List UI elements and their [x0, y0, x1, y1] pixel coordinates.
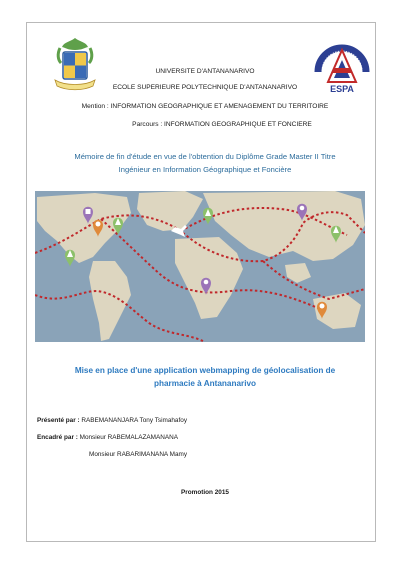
presented-by-value: RABEMANANJARA Tony Tsimahafoy: [81, 417, 188, 424]
supervised-by: [37, 434, 178, 441]
memoire-line-1: Mémoire de fin d'étude en vue de l'obtention du Diplôme Grade Master II Titre: [74, 152, 336, 161]
presented-by: [37, 417, 187, 424]
supervisor-1: Monsieur RABEMALAZAMANANA: [79, 434, 178, 441]
svg-text:ESPA: ESPA: [330, 84, 354, 94]
memoire-line-2: Ingénieur en Information Géographique et Foncière: [118, 165, 292, 174]
university-name: UNIVERSITE D'ANTANANARIVO: [155, 68, 255, 75]
supervisor-2: Monsieur RABARIMANANA Mamy: [89, 451, 188, 458]
world-map-illustration: [35, 191, 365, 342]
supervised-by-label: Encadré par :: [37, 434, 78, 441]
thesis-title-line-2: pharmacie à Antananarivo: [153, 379, 257, 388]
thesis-title-line-1: Mise en place d'une application webmapping de géolocalisation de: [74, 366, 336, 375]
promotion-year: Promotion 2015: [181, 489, 229, 496]
parcours-line: Parcours : INFORMATION GEOGRAPHIQUE ET FONCIERE: [132, 121, 312, 128]
mention-line: Mention : INFORMATION GEOGRAPHIQUE ET AMENAGEMENT DU TERRITOIRE: [81, 103, 329, 110]
school-name: ECOLE SUPERIEURE POLYTECHNIQUE D'ANTANANARIVO: [112, 84, 298, 91]
presented-by-label: Présenté par :: [37, 417, 80, 424]
